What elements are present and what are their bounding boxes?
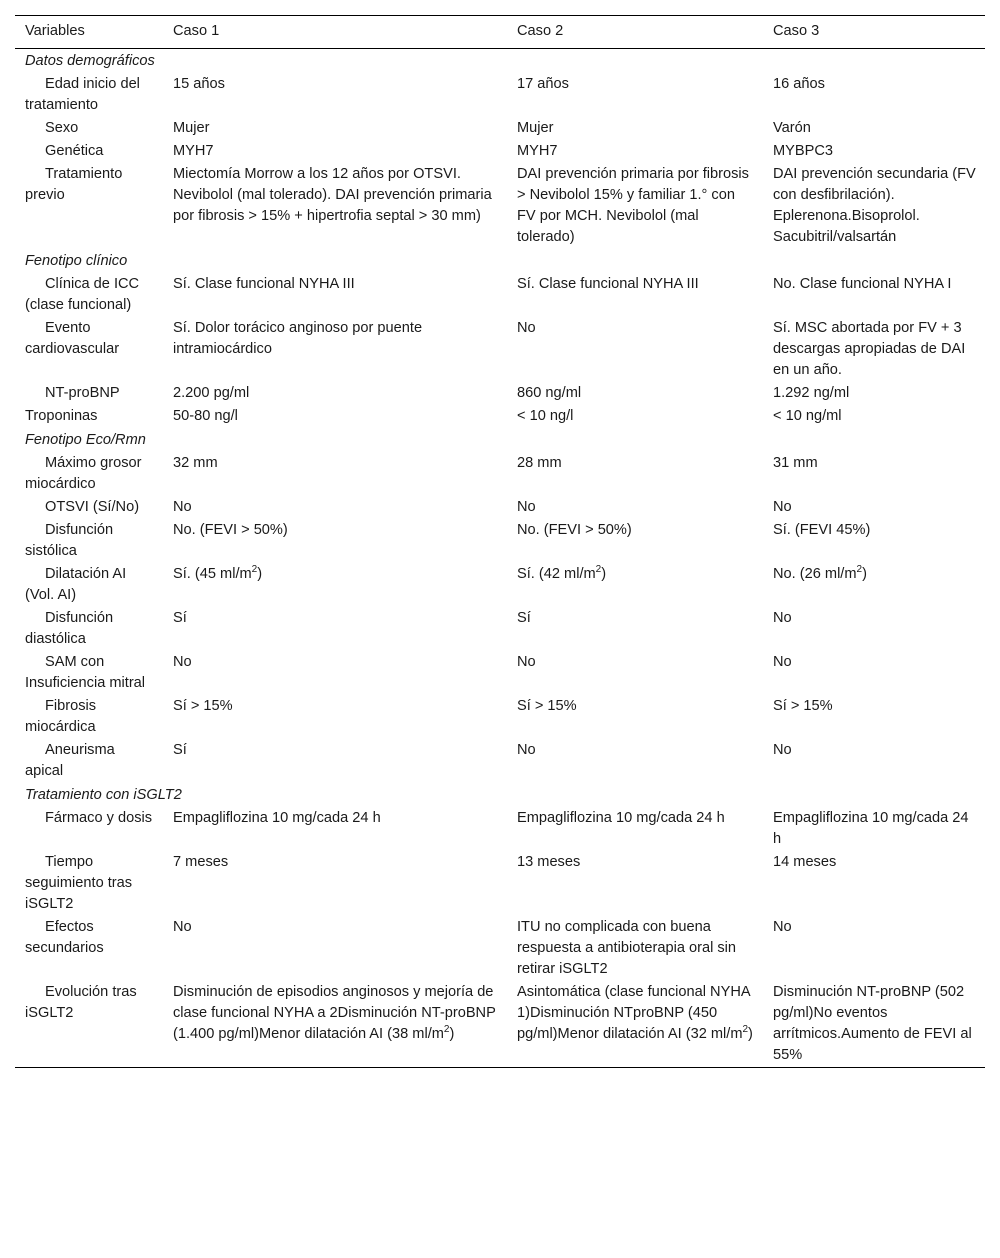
table-row [15, 607, 985, 651]
cell-caso-1: Disminución de episodios anginosos y mejoría de clase funcional NYHA a 2Disminución NT-proBNP (1.400 pg/ml)Menor dilatación AI (38 $ml/m^2$) [173, 984, 496, 1042]
cell-caso-2: 13 meses [517, 854, 581, 870]
row-label: NT-proBNP [45, 385, 120, 401]
cell-caso-1: 32 mm [173, 455, 218, 471]
cell-caso-2: No [517, 499, 536, 515]
header-variables: Variables [25, 23, 85, 39]
table-row [15, 452, 985, 496]
cell-caso-2: Asintomática (clase funcional NYHA 1)Disminución NTproBNP (450 pg/ml)Menor dilatación AI (32 $ml/m^2$) [517, 984, 753, 1042]
cell-caso-1: Sí > 15% [173, 698, 233, 714]
cell-caso-3: DAI prevención secundaria (FV con desfibrilación). Eplerenona.Bisoprolol. Sacubitril/valsartán [773, 166, 976, 245]
section-eco: Fenotipo Eco/Rmn [25, 432, 146, 448]
table-row [15, 695, 985, 739]
section-row [15, 428, 985, 452]
cell-caso-1: Sí. Clase funcional NYHA III [173, 276, 355, 292]
cell-caso-1: Sí. Dolor torácico anginoso por puente intramiocárdico [173, 320, 423, 357]
cell-caso-1: Empagliflozina 10 mg/cada 24 h [173, 810, 381, 826]
table-row [15, 981, 985, 1068]
row-label: Tiempo seguimiento tras iSGLT2 [25, 854, 133, 912]
table-row [15, 405, 985, 428]
table-row [15, 739, 985, 783]
row-label: Efectos secundarios [25, 919, 104, 956]
section-row [15, 49, 985, 74]
table-row [15, 807, 985, 851]
table-row [15, 851, 985, 916]
row-label: OTSVI (Sí/No) [45, 499, 140, 515]
clinical-cases-table [15, 15, 985, 1068]
header-caso-1: Caso 1 [173, 23, 220, 39]
cell-caso-2: No [517, 742, 536, 758]
cell-caso-1: No [173, 654, 192, 670]
cell-caso-2: No [517, 654, 536, 670]
section-clinico: Fenotipo clínico [25, 253, 128, 269]
row-label: Máximo grosor miocárdico [25, 455, 142, 492]
cell-caso-3: No [773, 499, 792, 515]
row-label: Disfunción diastólica [25, 610, 114, 647]
table-row [15, 916, 985, 981]
cell-caso-2: Sí > 15% [517, 698, 577, 714]
table-row [15, 496, 985, 519]
cell-caso-2: 28 mm [517, 455, 562, 471]
table-row [15, 273, 985, 317]
cell-caso-2: Sí. Clase funcional NYHA III [517, 276, 699, 292]
cell-caso-3: No. (26 $ml/m^2$) [773, 564, 867, 582]
cell-caso-3: No [773, 919, 792, 935]
cell-caso-3: Sí > 15% [773, 698, 833, 714]
cell-caso-2: MYH7 [517, 143, 558, 159]
table-row [15, 519, 985, 563]
cell-caso-2: Mujer [517, 120, 554, 136]
section-row [15, 249, 985, 273]
cell-caso-3: 31 mm [773, 455, 818, 471]
cell-caso-3: Sí. (FEVI 45%) [773, 522, 871, 538]
cell-caso-3: Sí. MSC abortada por FV + 3 descargas apropiadas de DAI en un año. [773, 320, 966, 378]
row-label: Evento cardiovascular [25, 320, 120, 357]
table-row [15, 117, 985, 140]
section-row [15, 783, 985, 807]
cell-caso-1: 15 años [173, 76, 225, 92]
row-label: Evolución tras iSGLT2 [25, 984, 137, 1021]
cell-caso-3: Empagliflozina 10 mg/cada 24 h [773, 810, 969, 847]
section-isglt2: Tratamiento con iSGLT2 [25, 787, 182, 803]
cell-caso-2: No. (FEVI > 50%) [517, 522, 632, 538]
cell-caso-2: No [517, 320, 536, 336]
cell-caso-1: No [173, 919, 192, 935]
row-label: Aneurisma apical [25, 742, 115, 779]
cell-caso-2: Sí. (42 $ml/m^2$) [517, 564, 607, 582]
cell-caso-2: DAI prevención primaria por fibrosis > Nevibolol 15% y familiar 1.° con FV por MCH. Nevibolol (mal tolerado) [517, 166, 749, 245]
cell-caso-3: < 10 ng/ml [773, 408, 842, 424]
cell-caso-1: Sí [173, 610, 187, 626]
row-label: SAM con Insuficiencia mitral [25, 654, 146, 691]
cell-caso-3: Varón [773, 120, 811, 136]
section-demograficos: Datos demográficos [25, 53, 155, 69]
row-label: Disfunción sistólica [25, 522, 114, 559]
cell-caso-2: ITU no complicada con buena respuesta a antibioterapia oral sin retirar iSGLT2 [517, 919, 737, 977]
cell-caso-3: No [773, 742, 792, 758]
cell-caso-3: 16 años [773, 76, 825, 92]
cell-caso-1: MYH7 [173, 143, 214, 159]
row-label: Fibrosis miocárdica [25, 698, 97, 735]
cell-caso-3: 1.292 ng/ml [773, 385, 850, 401]
cell-caso-3: MYBPC3 [773, 143, 834, 159]
cell-caso-1: 50-80 ng/l [173, 408, 238, 424]
table-row [15, 651, 985, 695]
row-label: Dilatación AI (Vol. AI) [25, 566, 127, 603]
cell-caso-2: Sí [517, 610, 531, 626]
cell-caso-1: Sí. (45 $ml/m^2$) [173, 564, 263, 582]
table-header-row [15, 16, 985, 49]
row-label: Troponinas [25, 408, 98, 424]
cell-caso-3: Disminución NT-proBNP (502 pg/ml)No eventos arrítmicos.Aumento de FEVI al 55% [773, 984, 972, 1063]
row-label: Tratamiento previo [25, 166, 123, 203]
cell-caso-1: Mujer [173, 120, 210, 136]
cell-caso-2: < 10 ng/l [517, 408, 574, 424]
cell-caso-2: 17 años [517, 76, 569, 92]
cell-caso-1: 2.200 pg/ml [173, 385, 250, 401]
cell-caso-2: Empagliflozina 10 mg/cada 24 h [517, 810, 725, 826]
table-row [15, 317, 985, 382]
cell-caso-3: No. Clase funcional NYHA I [773, 276, 952, 292]
cell-caso-3: No [773, 610, 792, 626]
row-label: Fármaco y dosis [45, 810, 153, 826]
row-label: Sexo [45, 120, 79, 136]
cell-caso-1: Miectomía Morrow a los 12 años por OTSVI. Nevibolol (mal tolerado). DAI prevención primaria por fibrosis > 15% + hipertrofia septal > 30 mm) [173, 166, 492, 224]
table-row [15, 382, 985, 405]
cell-caso-1: Sí [173, 742, 187, 758]
table-row [15, 163, 985, 249]
cell-caso-1: 7 meses [173, 854, 229, 870]
table-row [15, 140, 985, 163]
row-label: Edad inicio del tratamiento [25, 76, 140, 113]
table-row [15, 73, 985, 117]
cell-caso-2: 860 ng/ml [517, 385, 582, 401]
cell-caso-1: No. (FEVI > 50%) [173, 522, 288, 538]
row-label: Genética [45, 143, 104, 159]
header-caso-3: Caso 3 [773, 23, 820, 39]
cell-caso-1: No [173, 499, 192, 515]
cell-caso-3: 14 meses [773, 854, 837, 870]
cell-caso-3: No [773, 654, 792, 670]
table-row [15, 563, 985, 607]
row-label: Clínica de ICC (clase funcional) [25, 276, 140, 313]
header-caso-2: Caso 2 [517, 23, 564, 39]
